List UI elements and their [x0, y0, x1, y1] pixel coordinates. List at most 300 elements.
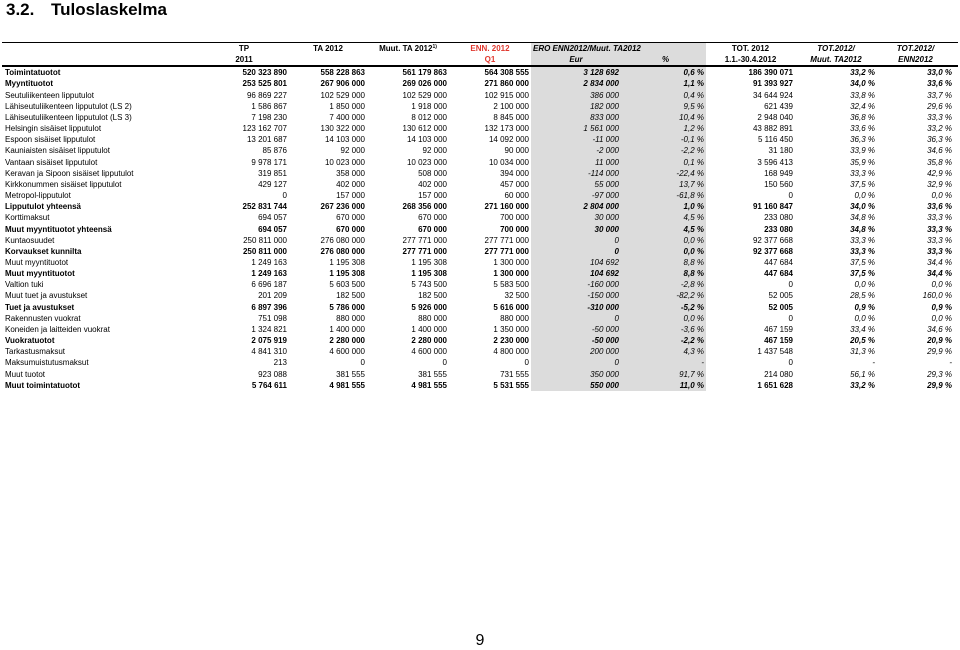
table-cell: 33,2 %: [850, 380, 875, 390]
table-cell: 52 005: [768, 302, 793, 312]
table-cell: 20,5 %: [850, 336, 875, 346]
section-title: Tuloslaskelma: [51, 0, 167, 19]
table-cell: -: [872, 358, 875, 368]
table-cell: 0,9 %: [931, 302, 952, 312]
table-cell: 14 092 000: [488, 135, 529, 145]
table-cell: -50 000: [531, 335, 625, 346]
table-row: [2, 90, 958, 101]
table-cell: 13 201 687: [246, 135, 287, 145]
header-text: TA 2012: [313, 44, 343, 53]
row-label: Metropol-lipputulot: [5, 191, 71, 201]
table-cell: -150 000: [531, 290, 625, 301]
table-cell: 91 393 927: [752, 79, 793, 89]
table-cell: 35,9 %: [850, 157, 875, 167]
table-cell: 5 603 500: [329, 280, 365, 290]
table-cell: 1 195 308: [411, 257, 447, 267]
table-cell: 550 000: [531, 380, 625, 391]
table-cell: 30 000: [531, 224, 625, 235]
table-cell: 34,0 %: [850, 79, 875, 89]
header-text: TP: [238, 44, 250, 53]
header-cell: [449, 54, 531, 66]
table-cell: 457 000: [500, 179, 529, 189]
table-cell: 36,8 %: [850, 112, 875, 122]
table-cell: 467 159: [764, 336, 793, 346]
table-cell: 182 000: [531, 101, 625, 112]
table-cell: 33,3 %: [850, 168, 875, 178]
row-label: Lipputulot yhteensä: [5, 202, 81, 212]
table-cell: -2 000: [531, 145, 625, 156]
table-cell: 52 005: [768, 291, 793, 301]
table-cell: 5 616 000: [493, 302, 529, 312]
row-label: Valtion tuki: [5, 280, 44, 290]
table-cell: -61,8 %: [625, 190, 706, 201]
table-cell: 14 103 000: [324, 135, 365, 145]
table-row: [2, 66, 958, 78]
header-text: Muut. TA2012: [810, 55, 862, 65]
table-cell: 271 160 000: [484, 202, 529, 212]
table-cell: -5,2 %: [625, 302, 706, 313]
table-cell: 394 000: [500, 168, 529, 178]
table-row: [2, 246, 958, 257]
table-cell: 11 000: [531, 157, 625, 168]
table-cell: 1 651 628: [757, 380, 793, 390]
table-cell: 5 764 611: [251, 380, 287, 390]
table-cell: 271 860 000: [484, 79, 529, 89]
table-cell: 33,6 %: [927, 202, 952, 212]
table-cell: 9,5 %: [625, 101, 706, 112]
table-cell: 14 103 000: [406, 135, 447, 145]
table-cell: 402 000: [336, 179, 365, 189]
row-label: Muut myyntituotot: [5, 257, 69, 267]
header-cell: [625, 54, 706, 66]
row-label: Vuokratuotot: [5, 336, 55, 346]
table-cell: 250 811 000: [243, 235, 287, 245]
row-label: Korvaukset kunnilta: [5, 246, 82, 256]
table-cell: 102 529 000: [402, 90, 447, 100]
table-cell: 29,6 %: [927, 101, 952, 111]
table-cell: -114 000: [531, 168, 625, 179]
table-cell: 0,0 %: [625, 235, 706, 246]
header-row1: [2, 43, 958, 55]
table-cell: 561 179 863: [402, 68, 447, 78]
table-cell: 1 249 163: [251, 257, 287, 267]
table-cell: 33,3 %: [927, 112, 952, 122]
table-cell: -2,2 %: [625, 145, 706, 156]
table-cell: 5 583 500: [493, 280, 529, 290]
page-number: 9: [475, 632, 485, 649]
table-cell: 253 525 801: [242, 79, 287, 89]
table-cell: 0,0 %: [625, 246, 706, 257]
table-cell: 157 000: [336, 191, 365, 201]
table-cell: 123 162 707: [242, 124, 287, 134]
table-cell: 102 529 000: [320, 90, 365, 100]
table-cell: 833 000: [531, 112, 625, 123]
table-row: [2, 78, 958, 89]
table-cell: 33,3 %: [850, 246, 875, 256]
table-cell: 0: [788, 280, 793, 290]
table-cell: 34,4 %: [927, 269, 952, 279]
table-cell: 3 596 413: [757, 157, 793, 167]
table-cell: 447 684: [764, 269, 793, 279]
table-cell: 0: [524, 358, 529, 368]
table-row: [2, 112, 958, 123]
row-label: Lähiseutuliikenteen lipputulot (LS 3): [5, 112, 132, 122]
table-cell: 33,3 %: [850, 235, 875, 245]
table-cell: 1 300 000: [493, 257, 529, 267]
table-cell: 168 949: [764, 168, 793, 178]
table-cell: 10 023 000: [406, 157, 447, 167]
table-cell: 31 180: [768, 146, 793, 156]
table-cell: 7 198 230: [251, 112, 287, 122]
row-label: Koneiden ja laitteiden vuokrat: [5, 324, 110, 334]
table-cell: 91,7 %: [625, 369, 706, 380]
table-cell: 28,5 %: [850, 291, 875, 301]
section-number: 3.2.: [6, 0, 35, 19]
table-row: [2, 123, 958, 134]
table-cell: 1,0 %: [625, 201, 706, 212]
table-cell: 1,1 %: [625, 78, 706, 89]
table-cell: 1 324 821: [251, 324, 287, 334]
table-cell: 34,8 %: [850, 213, 875, 223]
table-cell: -160 000: [531, 279, 625, 290]
table-cell: 1 300 000: [493, 269, 529, 279]
table-cell: 11,0 %: [625, 380, 706, 391]
row-label: Vantaan sisäiset lipputulot: [5, 157, 98, 167]
table-cell: 3 128 692: [531, 66, 625, 78]
table-cell: 564 308 555: [484, 68, 529, 78]
table-cell: 0: [531, 246, 625, 257]
table-cell: 36,3 %: [927, 135, 952, 145]
footnote-marker: 1): [432, 44, 437, 50]
row-label: Kuntaosuudet: [5, 235, 55, 245]
table-row: [2, 302, 958, 313]
table-row: [2, 235, 958, 246]
table-cell: 33,9 %: [850, 146, 875, 156]
header-text: Eur: [569, 55, 583, 65]
table-cell: -3,6 %: [625, 324, 706, 335]
header-text: TOT. 2012: [731, 44, 770, 53]
header-text: TOT.2012/: [817, 44, 855, 53]
row-label: Toimintatuotot: [5, 68, 61, 78]
row-label: Seutuliikenteen lipputulot: [5, 90, 94, 100]
row-label: Muut tuotot: [5, 369, 46, 379]
table-cell: 130 322 000: [320, 124, 365, 134]
table-cell: 467 159: [764, 324, 793, 334]
table-cell: 319 851: [258, 168, 287, 178]
header-cell: [2, 54, 199, 66]
table-cell: 670 000: [418, 224, 447, 234]
header-text: ENN. 2012: [470, 44, 510, 53]
table-cell: 268 356 000: [402, 202, 447, 212]
table-row: [2, 134, 958, 145]
table-row: [2, 290, 958, 301]
row-label: Muut myyntituotot: [5, 269, 75, 279]
table-cell: 92 377 668: [752, 235, 793, 245]
table-cell: 130 612 000: [402, 124, 447, 134]
table-cell: 43 882 891: [752, 124, 793, 134]
table-cell: 182 500: [336, 291, 365, 301]
table-cell: 880 000: [500, 313, 529, 323]
row-label: Muut toimintatuotot: [5, 380, 81, 390]
table-cell: 0,0 %: [931, 313, 952, 323]
table-cell: -310 000: [531, 302, 625, 313]
table-cell: 358 000: [336, 168, 365, 178]
table-cell: 0: [788, 191, 793, 201]
table-cell: 233 080: [764, 213, 793, 223]
table-cell: 96 869 227: [246, 90, 287, 100]
table-cell: 201 209: [258, 291, 287, 301]
table-cell: 0,9 %: [854, 302, 875, 312]
table-cell: 1 850 000: [329, 101, 365, 111]
header-text: %: [661, 55, 670, 65]
header-text: ENN2012: [898, 55, 933, 65]
table-cell: 1 400 000: [411, 324, 447, 334]
table-cell: -22,4 %: [625, 168, 706, 179]
table-cell: -97 000: [531, 190, 625, 201]
table-row: [2, 268, 958, 279]
table-cell: 277 771 000: [402, 246, 447, 256]
header-cell: [531, 43, 641, 55]
table-cell: 32,9 %: [927, 179, 952, 189]
table-cell: 700 000: [500, 224, 529, 234]
table-cell: 2 834 000: [531, 78, 625, 89]
table-cell: 33,2 %: [850, 68, 875, 78]
table-cell: 508 000: [418, 168, 447, 178]
table-row: [2, 190, 958, 201]
table-cell: 186 390 071: [748, 68, 793, 78]
table-cell: 33,3 %: [927, 235, 952, 245]
table-cell: 6 897 396: [251, 302, 287, 312]
table-cell: 558 228 863: [320, 68, 365, 78]
table-cell: -82,2 %: [625, 290, 706, 301]
table-cell: 10 034 000: [488, 157, 529, 167]
table-cell: 0,0 %: [854, 280, 875, 290]
table-cell: -2,2 %: [625, 335, 706, 346]
table-cell: 37,5 %: [850, 269, 875, 279]
table-cell: 33,3 %: [927, 224, 952, 234]
table-cell: 20,9 %: [927, 336, 952, 346]
table-row: [2, 168, 958, 179]
table-cell: 37,5 %: [850, 257, 875, 267]
table-cell: 37,5 %: [850, 179, 875, 189]
table-cell: 33,2 %: [927, 124, 952, 134]
table-cell: 5 531 555: [493, 380, 529, 390]
table-cell: 4 600 000: [411, 347, 447, 357]
table-cell: 402 000: [418, 179, 447, 189]
table-cell: 0: [282, 191, 287, 201]
table-cell: 7 400 000: [329, 112, 365, 122]
table-cell: 1 195 308: [329, 269, 365, 279]
table-cell: 4 600 000: [329, 347, 365, 357]
table-cell: 1 350 000: [493, 324, 529, 334]
table-cell: 267 906 000: [320, 79, 365, 89]
table-cell: 0: [531, 235, 625, 246]
table-row: [2, 157, 958, 168]
table-cell: 1 249 163: [251, 269, 287, 279]
table-cell: 4,5 %: [625, 212, 706, 223]
table-cell: 85 876: [262, 146, 287, 156]
table-cell: 33,6 %: [927, 79, 952, 89]
table-cell: 8 012 000: [411, 112, 447, 122]
table-cell: 4 981 555: [411, 380, 447, 390]
table-cell: 880 000: [418, 313, 447, 323]
table-cell: 880 000: [336, 313, 365, 323]
table-cell: 2 075 919: [251, 336, 287, 346]
table-cell: 5 926 000: [411, 302, 447, 312]
table-cell: 670 000: [418, 213, 447, 223]
table-cell: 10,4 %: [625, 112, 706, 123]
table-cell: 2 280 000: [329, 336, 365, 346]
table-cell: 350 000: [531, 369, 625, 380]
table-cell: 34,8 %: [850, 224, 875, 234]
table-cell: -: [625, 357, 706, 368]
table-cell: 8,8 %: [625, 268, 706, 279]
table-cell: 2 804 000: [531, 201, 625, 212]
table-row: [2, 357, 958, 368]
row-label: Tuet ja avustukset: [5, 302, 75, 312]
table-row: [2, 380, 958, 391]
table-cell: 5 116 450: [758, 135, 793, 145]
table-cell: 0: [442, 358, 447, 368]
header-text: TOT.2012/: [896, 44, 935, 53]
table-cell: 157 000: [418, 191, 447, 201]
table-cell: 1 195 308: [329, 257, 365, 267]
table-cell: 8,8 %: [625, 257, 706, 268]
table-cell: 0: [788, 313, 793, 323]
table-cell: 55 000: [531, 179, 625, 190]
header-cell: [795, 54, 877, 66]
header-cell: [289, 54, 367, 66]
table-cell: 33,8 %: [850, 90, 875, 100]
table-row: [2, 279, 958, 290]
row-label: Maksumuistutusmaksut: [5, 358, 89, 368]
header-cell: [877, 43, 958, 55]
table-cell: 34,6 %: [927, 146, 952, 156]
table-cell: 4,5 %: [625, 224, 706, 235]
table-cell: -0,1 %: [625, 134, 706, 145]
table-cell: 10 023 000: [324, 157, 365, 167]
table-cell: 104 692: [531, 268, 625, 279]
table-cell: 670 000: [336, 224, 365, 234]
table-cell: 1 437 548: [757, 347, 793, 357]
table-cell: 33,0 %: [927, 68, 952, 78]
table-cell: 0: [788, 358, 793, 368]
header-text: ERO ENN2012/Muut. TA2012: [533, 44, 641, 53]
header-cell: [795, 43, 877, 55]
table-cell: 250 811 000: [242, 246, 287, 256]
table-row: [2, 324, 958, 335]
table-cell: 214 080: [764, 369, 793, 379]
table-row: [2, 224, 958, 235]
table-cell: 0,0 %: [931, 280, 952, 290]
row-label: Kirkkonummen sisäiset lipputulot: [5, 179, 122, 189]
table-cell: 621 439: [764, 101, 793, 111]
table-cell: 233 080: [764, 224, 793, 234]
table-cell: 150 560: [764, 179, 793, 189]
table-cell: 1 400 000: [329, 324, 365, 334]
header-row2: [2, 54, 958, 66]
header-cell: [706, 43, 795, 55]
table-cell: 33,3 %: [927, 213, 952, 223]
table-cell: 0,4 %: [625, 90, 706, 101]
table-cell: 29,9 %: [927, 347, 952, 357]
table-cell: 1 195 308: [411, 269, 447, 279]
table-cell: 9 978 171: [251, 157, 287, 167]
row-label: Lähiseutuliikenteen lipputulot (LS 2): [5, 101, 132, 111]
table-cell: 0: [360, 358, 365, 368]
header-cell: [367, 43, 449, 55]
table-cell: 0,6 %: [625, 66, 706, 78]
table-cell: 0: [531, 357, 625, 368]
table-cell: 30 000: [531, 212, 625, 223]
table-cell: 386 000: [531, 90, 625, 101]
table-row: [2, 335, 958, 346]
table-cell: 1 586 867: [251, 101, 287, 111]
table-cell: 2 280 000: [411, 336, 447, 346]
table-cell: 2 100 000: [493, 101, 529, 111]
table-row: [2, 179, 958, 190]
table-cell: 447 684: [764, 257, 793, 267]
table-row: [2, 313, 958, 324]
table-cell: 0,0 %: [854, 191, 875, 201]
table-cell: 0,1 %: [625, 157, 706, 168]
table-cell: 90 000: [504, 146, 529, 156]
table-cell: 700 000: [500, 213, 529, 223]
table-cell: 520 323 890: [242, 68, 287, 78]
table-cell: 33,7 %: [927, 90, 952, 100]
table-cell: 8 845 000: [493, 112, 529, 122]
table-cell: 92 377 668: [752, 246, 793, 256]
table-cell: 5 786 000: [329, 302, 365, 312]
row-label: Tarkastusmaksut: [5, 347, 66, 357]
table-cell: 32 500: [504, 291, 529, 301]
table-cell: 35,8 %: [927, 157, 952, 167]
table-cell: 381 555: [418, 369, 447, 379]
table-cell: -50 000: [531, 324, 625, 335]
table-row: [2, 201, 958, 212]
header-text: Muut. TA 2012: [379, 44, 433, 53]
table-cell: 6 696 187: [251, 280, 287, 290]
table-cell: 267 236 000: [320, 202, 365, 212]
table-cell: 132 173 000: [484, 124, 529, 134]
table-cell: 29,3 %: [927, 369, 952, 379]
header-text: Q1: [484, 55, 496, 65]
table-cell: 252 831 744: [242, 202, 287, 212]
table-cell: 269 026 000: [402, 79, 447, 89]
table-row: [2, 369, 958, 380]
table-cell: 277 771 000: [484, 235, 529, 245]
row-label: Muut tuet ja avustukset: [5, 291, 88, 301]
page-title: [6, 0, 167, 20]
row-label: Myyntituotot: [5, 79, 53, 89]
table-cell: 277 771 000: [484, 246, 529, 256]
row-label: Korttimaksut: [5, 213, 50, 223]
table-cell: 923 088: [258, 369, 287, 379]
header-cell: [877, 54, 958, 66]
table-cell: 381 555: [336, 369, 365, 379]
table-cell: 33,3 %: [927, 246, 952, 256]
row-label: Rakennusten vuokrat: [5, 313, 81, 323]
header-cell: [2, 43, 199, 55]
header-cell: [289, 43, 367, 55]
table-cell: 276 080 000: [320, 235, 365, 245]
table-cell: 33,4 %: [850, 324, 875, 334]
table-cell: 2 948 040: [757, 112, 793, 122]
table-cell: 0,0 %: [854, 313, 875, 323]
table-cell: 0,0 %: [931, 191, 952, 201]
table-cell: 160,0 %: [922, 291, 952, 301]
table-cell: 0,0 %: [625, 313, 706, 324]
